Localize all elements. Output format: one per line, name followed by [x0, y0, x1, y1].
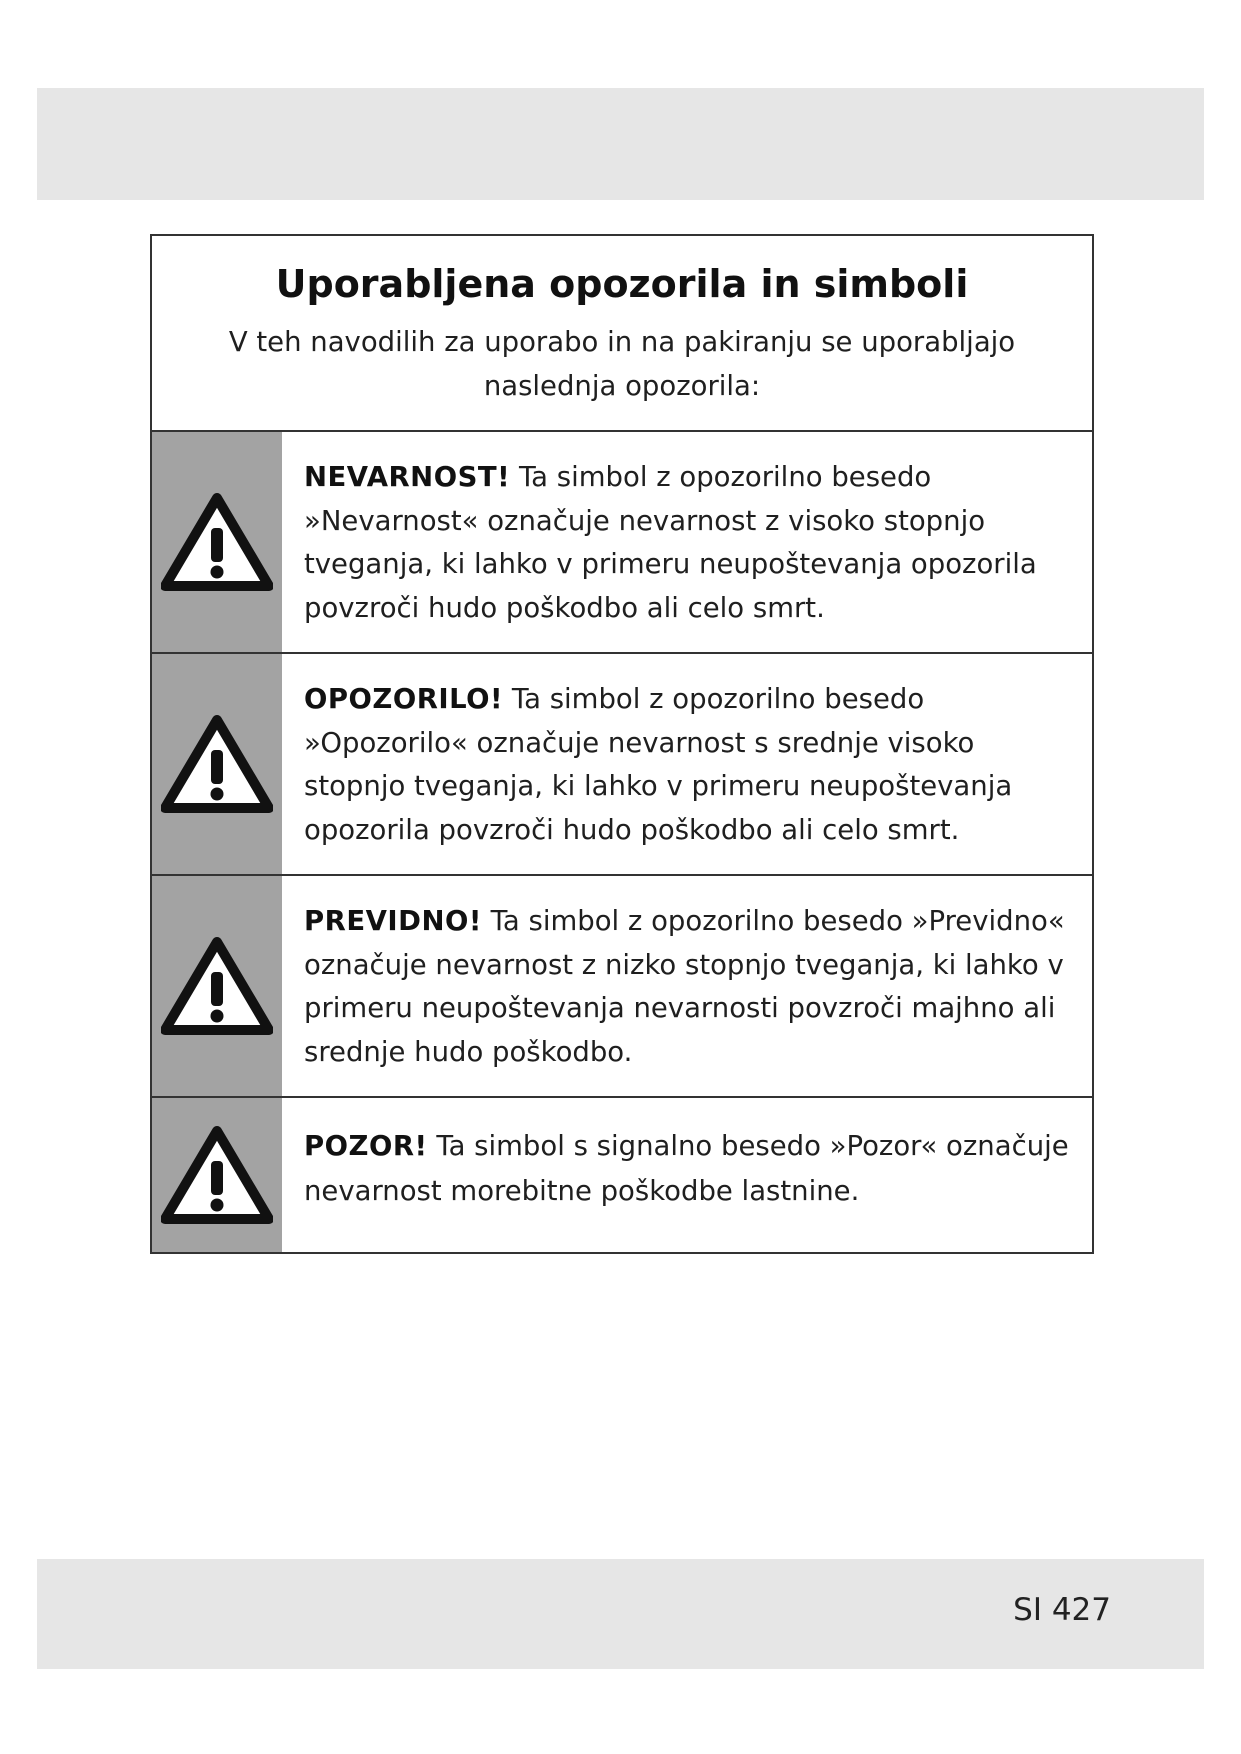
- intro-text: V teh navodilih za uporabo in na pakiranju se uporabljajo naslednja opozorila:: [228, 326, 1016, 402]
- warning-row-caution: [152, 876, 1092, 1098]
- signal-word: OPOZORILO!: [304, 683, 504, 715]
- icon-cell: [152, 654, 282, 874]
- warning-triangle-icon: [161, 1125, 273, 1225]
- warning-text: Ta simbol s signalno besedo »Pozor« označuje nevarnost morebitne poškodbe lastnine.: [304, 1130, 1069, 1207]
- warning-text: Ta simbol z opozorilno besedo »Nevarnost« označuje nevarnost z visoko stopnjo tveganja, ki lahko v primeru neupoštevanja opozorila povzroči hudo poškodbo ali celo smrt.: [304, 461, 1037, 624]
- page-number: SI 427: [1013, 1592, 1111, 1628]
- signal-word: PREVIDNO!: [304, 905, 482, 937]
- warning-description: [282, 654, 1092, 874]
- page-title: Uporabljena opozorila in simboli: [275, 262, 969, 306]
- icon-cell: [152, 432, 282, 652]
- panel-header: [152, 236, 1092, 432]
- warning-row-danger: [152, 432, 1092, 654]
- icon-cell: [152, 876, 282, 1096]
- warnings-panel: [150, 234, 1094, 1254]
- warning-text: Ta simbol z opozorilno besedo »Opozorilo« označuje nevarnost s srednje visoko stopnjo tveganja, ki lahko v primeru neupoštevanja opozorila povzroči hudo poškodbo ali celo smrt.: [304, 683, 1013, 846]
- warning-triangle-icon: [161, 492, 273, 592]
- warning-triangle-icon: [161, 936, 273, 1036]
- signal-word: POZOR!: [304, 1130, 428, 1162]
- warning-text: Ta simbol z opozorilno besedo »Previdno« označuje nevarnost z nizko stopnjo tveganja, ki lahko v primeru neupoštevanja nevarnosti povzroči majhno ali srednje hudo poškodbo.: [304, 905, 1065, 1068]
- warning-row-notice: [152, 1098, 1092, 1252]
- warning-description: [282, 876, 1092, 1096]
- warning-description: [282, 432, 1092, 652]
- signal-word: NEVARNOST!: [304, 461, 511, 493]
- warning-description: [282, 1098, 1092, 1252]
- icon-cell: [152, 1098, 282, 1252]
- warning-triangle-icon: [161, 714, 273, 814]
- top-band: [37, 88, 1204, 200]
- warning-row-warning: [152, 654, 1092, 876]
